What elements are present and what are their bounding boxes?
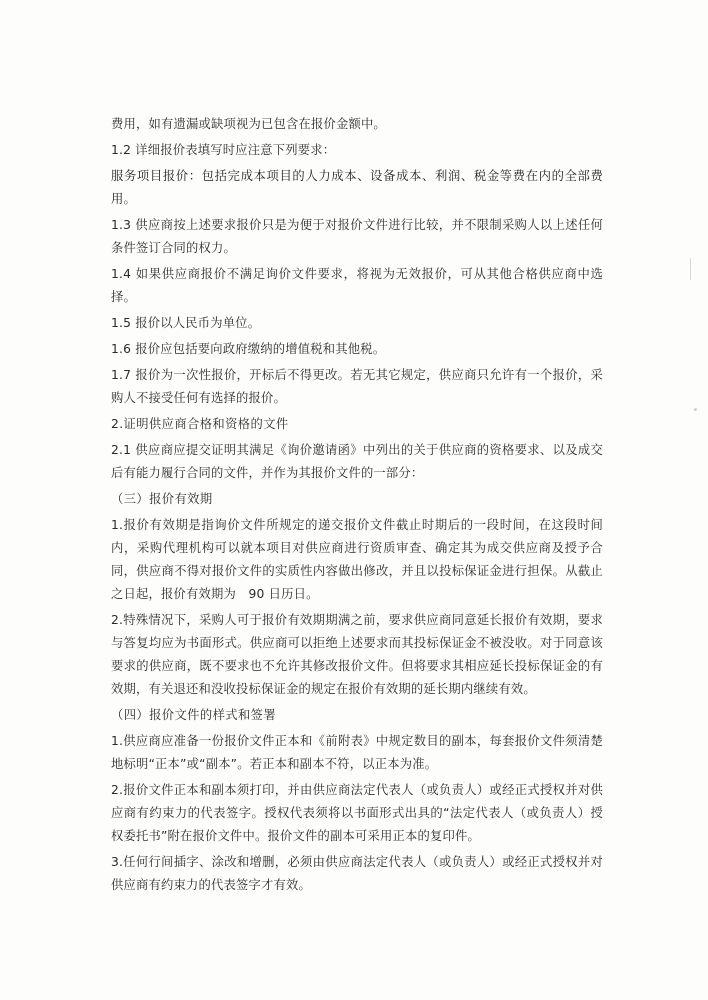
heading-format-and-signing: （四）报价文件的样式和签署 (111, 708, 277, 722)
paragraph-service-quote: 服务项目报价：包括完成本项目的人力成本、设备成本、利润、税金等费在内的全部费用。 (111, 169, 603, 206)
paragraph-validity-2: 2.特殊情况下，采购人可于报价有效期期满之前，要求供应商同意延长报价有效期，要求与答复均应为书面形式。供应商可以拒绝上述要求而其投标保证金不被没收。对于同意该要求的供应商，既不要求也不允许其修改报价文件。但将要求其相应延长投标保证金的有效期，有关退还和没收投标保证金的规定在报价有效期的延长期内继续有效。 (111, 613, 603, 696)
heading-validity-period: （三）报价有效期 (111, 492, 213, 506)
paragraph-fee-inclusion: 费用，如有遗漏或缺项视为已包含在报价金额中。 (111, 117, 386, 131)
scan-speck (694, 408, 697, 411)
document-body (111, 113, 603, 897)
paragraph-format-1: 1.供应商应准备一份报价文件正本和《前附表》中规定数目的副本，每套报价文件须清楚地标明“正本”或“副本”。若正本和副本不符，以正本为准。 (111, 734, 603, 771)
paragraph-format-2: 2.报价文件正本和副本须打印，并由供应商法定代表人（或负责人）或经正式授权并对供应商有约束力的代表签字。授权代表须将以书面形式出具的“法定代表人（或负责人）授权委托书”附在报价文件中。报价文件的副本可采用正本的复印件。 (111, 783, 603, 843)
paragraph-1-7: 1.7 报价为一次性报价，开标后不得更改。若无其它规定，供应商只允许有一个报价，采购人不接受任何有选择的报价。 (111, 368, 603, 405)
scan-edge-mark (690, 258, 691, 280)
paragraph-1-3: 1.3 供应商按上述要求报价只是为便于对报价文件进行比较，并不限制采购人以上述任何条件签订合同的权力。 (111, 218, 603, 255)
heading-qualification-docs: 2.证明供应商合格和资格的文件 (111, 417, 289, 431)
paragraph-format-3: 3.任何行间插字、涂改和增删，必须由供应商法定代表人（或负责人）或经正式授权并对供应商有约束力的代表签字才有效。 (111, 855, 603, 892)
paragraph-1-6: 1.6 报价应包括要向政府缴纳的增值税和其他税。 (111, 342, 386, 356)
paragraph-1-5: 1.5 报价以人民币为单位。 (111, 316, 261, 330)
paragraph-1-2: 1.2 详细报价表填写时应注意下列要求： (111, 143, 336, 157)
paragraph-validity-1: 1.报价有效期是指询价文件所规定的递交报价文件截止时期后的一段时间，在这段时间内，采购代理机构可以就本项目对供应商进行资质审查、确定其为成交供应商及授予合同，供应商不得对报价文件的实质性内容做出修改，并且以投标保证金进行担保。从截止之日起，报价有效期为 90 日历日。 (111, 518, 603, 601)
paragraph-2-1: 2.1 供应商应提交证明其满足《询价邀请函》中列出的关于供应商的资格要求、以及成交后有能力履行合同的文件，并作为其报价文件的一部分： (111, 443, 603, 480)
paragraph-1-4: 1.4 如果供应商报价不满足询价文件要求，将视为无效报价，可从其他合格供应商中选择。 (111, 267, 603, 304)
